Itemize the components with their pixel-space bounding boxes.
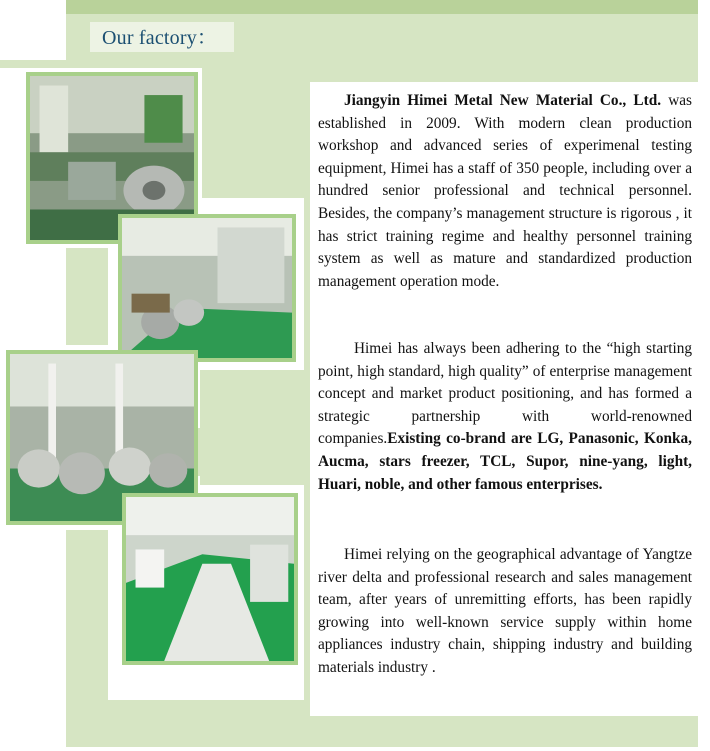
factory-photo-2: [118, 214, 296, 362]
content-panel: [310, 82, 700, 716]
green-accent-2: [196, 428, 308, 476]
paragraph-partners: [318, 338, 692, 496]
top-bar: [66, 0, 698, 14]
paragraph-partners-text: Himei has always been adhering to the “high starting point, high standard, high quality” of enterprise management concept and market product positioning, and has formed a strategic partnership with world-renowned companies.: [318, 340, 692, 448]
factory-photo-4: [122, 493, 298, 665]
page-title: Our factory：: [102, 27, 218, 49]
paragraph-growth-text: Himei relying on the geographical advantage of Yangtze river delta and professional research and sales management team, after years of unremitting efforts, has been rapidly growing into well-known service supply within home appliances industry chain, shipping industry and building materials industry .: [318, 546, 692, 676]
company-name: Jiangyin Himei Metal New Material Co., Ltd.: [344, 92, 662, 109]
paragraph-intro: [318, 90, 692, 293]
co-brand-list: Existing co-brand are LG, Panasonic, Konka, Aucma, stars freezer, TCL, Supor, nine-yang, light, Huari, noble, and other famous enterprises.: [318, 430, 692, 493]
paragraph-intro-text: was established in 2009. With modern clean production workshop and advanced series of experimenal testing equipment, Himei has a staff of 350 people, including over a hundred senior professional and technical personnel. Besides, the company’s management structure is rigorous , it has strict training regime and healthy personnel training system as well as mature and standardized production management operation mode.: [318, 92, 692, 290]
green-accent-1: [66, 290, 108, 334]
left-edge-strip: [0, 60, 66, 68]
paragraph-growth: [318, 544, 692, 680]
